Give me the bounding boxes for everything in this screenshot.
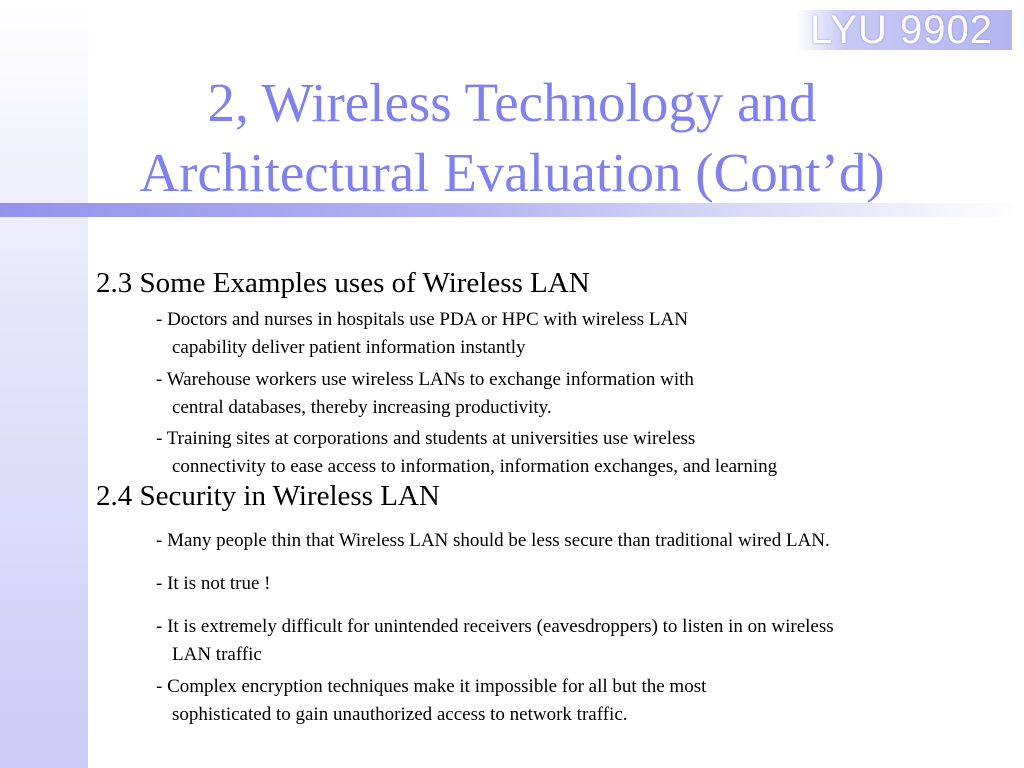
slide-title	[0, 68, 1024, 208]
bullet-line-continuation: central databases, thereby increasing productivity.	[172, 397, 552, 418]
bullet-encryption	[156, 673, 706, 729]
bullet-not-true	[156, 570, 271, 598]
bullet-line-continuation: connectivity to ease access to information, information exchanges, and learning	[172, 456, 778, 477]
bullet-eavesdroppers	[156, 613, 834, 669]
bullet-many-people	[156, 527, 830, 555]
bullet-line: - Warehouse workers use wireless LANs to exchange information with	[156, 369, 694, 390]
bullet-line-continuation: sophisticated to gain unauthorized access to network traffic.	[172, 704, 628, 725]
bullet-line: - It is extremely difficult for unintended receivers (eavesdroppers) to listen in on wireless	[156, 616, 834, 637]
section-heading-examples: 2.3 Some Examples uses of Wireless LAN	[96, 267, 590, 299]
slide-title-line-2: Architectural Evaluation (Cont’d)	[139, 142, 885, 203]
bullet-line: - Many people thin that Wireless LAN should be less secure than traditional wired LAN.	[156, 530, 830, 551]
bullet-line: - It is not true !	[156, 573, 271, 594]
course-badge-label: LYU 9902	[810, 8, 993, 52]
bullet-line-continuation: LAN traffic	[172, 644, 262, 665]
bullet-line: - Complex encryption techniques make it impossible for all but the most	[156, 676, 707, 697]
bullet-warehouse	[156, 366, 694, 422]
bullet-line-continuation: capability deliver patient information instantly	[172, 337, 526, 358]
bullet-line: - Training sites at corporations and students at universities use wireless	[156, 428, 696, 449]
slide-title-line-1: 2, Wireless Technology and	[207, 72, 817, 133]
bullet-doctors	[156, 306, 688, 362]
bullet-line: - Doctors and nurses in hospitals use PDA or HPC with wireless LAN	[156, 309, 688, 330]
section-heading-security: 2.4 Security in Wireless LAN	[96, 480, 440, 512]
bullet-training	[156, 425, 777, 481]
